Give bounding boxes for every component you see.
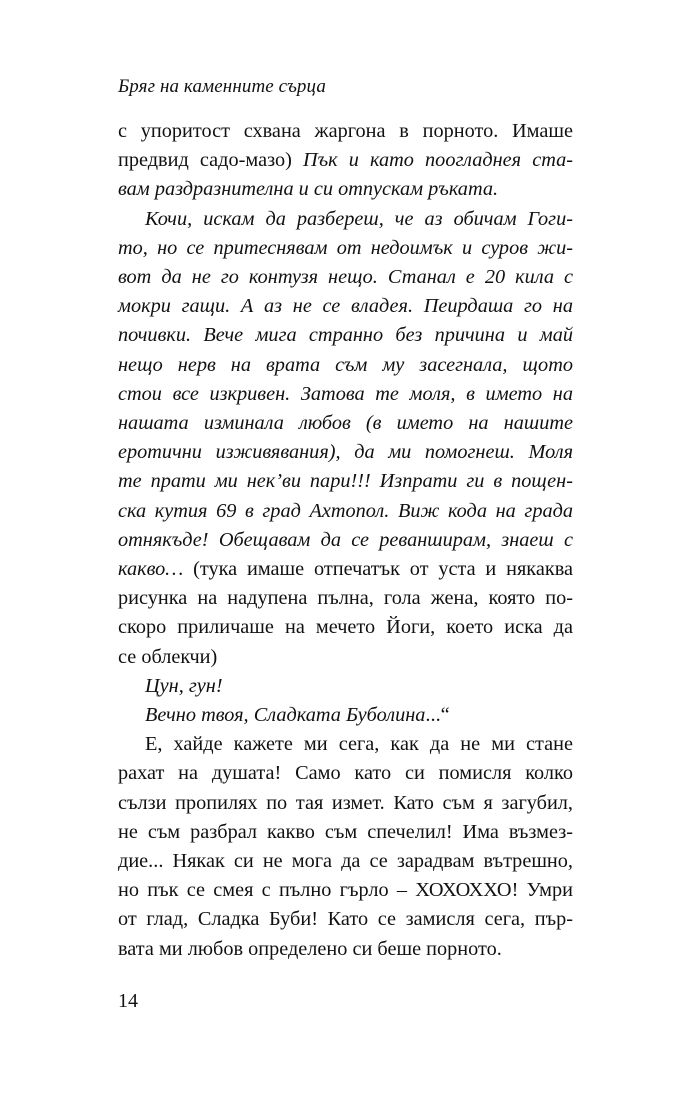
text-line bbox=[118, 526, 573, 555]
text-line bbox=[118, 497, 573, 526]
text-line bbox=[118, 759, 573, 788]
text-line bbox=[118, 730, 573, 759]
text-span: скоро приличаше на мечето Йоги, което иска да bbox=[118, 616, 573, 639]
text-line bbox=[118, 905, 573, 934]
text-line bbox=[118, 876, 573, 905]
text-span: с упоритост схвана жаргона в порното. Имаше bbox=[118, 120, 573, 142]
italic-text-span: Цун, гун! bbox=[145, 674, 223, 697]
text-line bbox=[118, 584, 573, 613]
text-line bbox=[118, 818, 573, 847]
italic-text-span: те прати ми нек’ви пари!!! Изпрати ги в пощен- bbox=[118, 470, 573, 493]
text-line bbox=[118, 438, 573, 467]
text-span: рисунка на надупена пълна, гола жена, която по- bbox=[118, 587, 573, 610]
text-span: ...“ bbox=[425, 704, 450, 727]
italic-text-span: Пък и като поогладнея ста- bbox=[302, 149, 573, 172]
text-line bbox=[118, 146, 573, 175]
italic-text-span: то, но се притеснявам от недоимък и суров жи- bbox=[118, 236, 573, 259]
text-line bbox=[118, 789, 573, 818]
italic-text-span: нещо нерв на врата съм му засегнала, щото bbox=[118, 353, 573, 376]
text-span: сълзи пропилях по тая измет. Като съм я загубил, bbox=[118, 791, 573, 814]
text-span: но пък се смея с пълно гърло – ХОХОХХО! Умри bbox=[118, 879, 573, 902]
text-line bbox=[118, 175, 573, 204]
text-line bbox=[118, 935, 573, 964]
italic-text-span: вот да не го контузя нещо. Станал е 20 кила с bbox=[118, 266, 573, 289]
italic-text-span: еротични изживявания), да ми помогнеш. Моля bbox=[118, 441, 573, 464]
text-line bbox=[118, 701, 573, 730]
italic-text-span: нашата изминала любов (в името на нашите bbox=[118, 412, 573, 435]
italic-text-span: стои все изкривен. Затова те моля, в името на bbox=[118, 382, 573, 405]
italic-text-span: почивки. Вече мига странно без причина и май bbox=[118, 324, 573, 347]
text-line bbox=[118, 292, 573, 321]
text-line bbox=[118, 643, 573, 672]
text-span: вата ми любов определено си беше порното. bbox=[118, 937, 502, 960]
italic-text-span: вам раздразнителна и си отпускам ръката. bbox=[118, 178, 499, 201]
text-line bbox=[118, 263, 573, 292]
text-span: Е, хайде кажете ми сега, как да не ми стане bbox=[145, 733, 573, 756]
italic-text-span: Кочи, искам да разбереш, че аз обичам Гоги- bbox=[145, 207, 573, 230]
text-span: се облекчи) bbox=[118, 645, 218, 668]
text-span: рахат на душата! Само като си помисля колко bbox=[118, 762, 573, 785]
text-line bbox=[118, 409, 573, 438]
text-line bbox=[118, 847, 573, 876]
italic-text-span: Вечно твоя, Сладката Буболина bbox=[145, 704, 426, 727]
text-line bbox=[118, 321, 573, 350]
text-span: не съм разбрал какво съм спечелил! Има възмез- bbox=[118, 820, 573, 843]
text-line bbox=[118, 380, 573, 409]
body-text bbox=[118, 117, 573, 964]
text-span: предвид садо-мазо) bbox=[118, 149, 303, 172]
text-line bbox=[118, 205, 573, 234]
text-line bbox=[118, 613, 573, 642]
italic-text-span: отнякъде! Обещавам да се реванширам, знаеш с bbox=[118, 528, 573, 551]
text-line bbox=[118, 351, 573, 380]
text-line bbox=[118, 234, 573, 263]
italic-text-span: какво… bbox=[118, 558, 184, 581]
page-number: 14 bbox=[118, 990, 138, 1012]
text-line bbox=[118, 555, 573, 584]
text-span: от глад, Сладка Буби! Като се замисля сега, пър- bbox=[118, 908, 573, 931]
text-line bbox=[118, 672, 573, 701]
text-span: дие... Някак си не мога да се зарадвам вътрешно, bbox=[118, 850, 573, 873]
italic-text-span: ска кутия 69 в град Ахтопол. Виж кода на града bbox=[118, 499, 573, 522]
running-header: Бряг на каменните сърца bbox=[118, 76, 326, 97]
text-line bbox=[118, 117, 573, 146]
italic-text-span: мокри гащи. А аз не се владея. Пеирдаша го на bbox=[118, 295, 573, 318]
text-line bbox=[118, 467, 573, 496]
text-span: (тука имаше отпечатък от уста и някаква bbox=[183, 558, 573, 581]
